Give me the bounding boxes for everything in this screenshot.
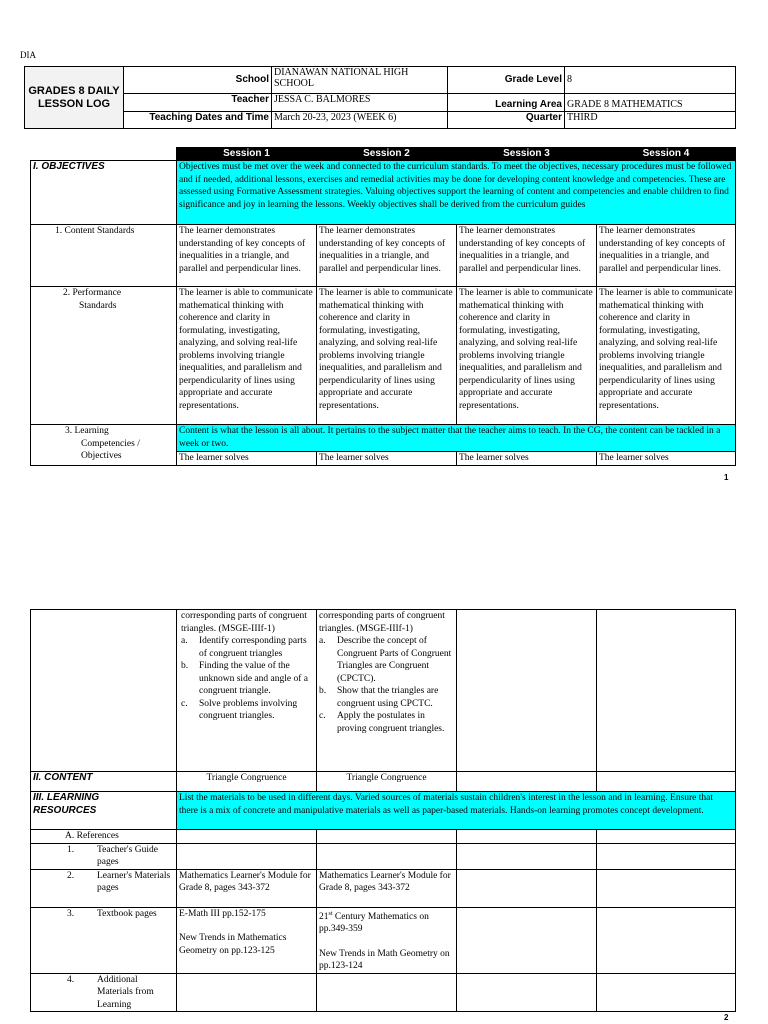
competencies-cont-label <box>31 610 177 772</box>
log-title: GRADES 8 DAILY LESSON LOG <box>25 67 124 129</box>
performance-standards-s4: The learner is able to communicate mathematical thinking with coherence and clarity in formulating, investigating, analyzing, and solving real-life problems involving triangle inequalities, and parallelism and perpendicularity of lines using appropriate and accurate representations. <box>597 287 736 425</box>
dates-label: Teaching Dates and Time <box>124 112 272 129</box>
content-s2: Triangle Congruence <box>317 772 457 792</box>
session-3-header: Session 3 <box>457 148 597 161</box>
lesson-table-page2 <box>30 609 736 1012</box>
ref4-s3 <box>457 973 597 1012</box>
competencies-label <box>31 425 177 466</box>
ref4-label: Additional Materials from Learning <box>97 974 154 1010</box>
resources-title-line2: RESOURCES <box>33 804 97 816</box>
s1-objective-item: c. Solve problems involving congruent triangles. <box>181 698 298 721</box>
resources-title <box>31 792 177 830</box>
competencies-s3: The learner solves <box>457 452 597 466</box>
page-number-2: 2 <box>724 1013 729 1022</box>
competencies-note: Content is what the lesson is all about. It pertains to the subject matter that the teacher aims to teach. In the CG, the content can be tackled in a week or two. <box>177 425 736 452</box>
quarter-label: Quarter <box>448 112 565 129</box>
resources-note: List the materials to be used in different days. Varied sources of materials sustain children's interest in the lesson and in learning. Ensure that there is a mix of concrete and manipulative materials as well as paper-based materials. Hands-on learning promotes concept development. <box>177 792 736 830</box>
session-1-header: Session 1 <box>177 148 317 161</box>
resources-title-line1: III. LEARNING <box>33 792 100 803</box>
s1-objective-item: a. Identify corresponding parts of congruent triangles <box>181 636 307 659</box>
learning-area-value: GRADE 8 MATHEMATICS <box>565 94 736 112</box>
ref4-s1 <box>177 973 317 1012</box>
content-title: II. CONTENT <box>31 772 177 792</box>
teacher-label: Teacher <box>124 94 272 112</box>
teacher-value: JESSA C. BALMORES <box>272 94 448 112</box>
competencies-label-line1: 3. Learning <box>65 426 109 436</box>
ref3-s1-line1: E-Math III pp.152-175 <box>179 908 266 919</box>
grade-level-label: Grade Level <box>448 67 565 94</box>
content-s4 <box>597 772 736 792</box>
header-tag: DIA <box>20 50 36 60</box>
quarter-value: THIRD <box>565 112 736 129</box>
content-standards-s1: The learner demonstrates understanding of key concepts of inequalities in a triangle, and parallel and perpendicular lines. <box>177 225 317 287</box>
ref3-label: Textbook pages <box>97 908 157 919</box>
competencies-cont-s3 <box>457 610 597 772</box>
ref2-label: Learner's Materials pages <box>97 870 171 893</box>
ref4-label-cell <box>31 973 177 1012</box>
competencies-s1: The learner solves <box>177 452 317 466</box>
references-s1 <box>177 830 317 844</box>
school-label: School <box>124 67 272 94</box>
s2-objective-item: c. Apply the postulates in proving congruent triangles. <box>319 711 445 734</box>
ref1-label: Teacher's Guide pages <box>97 844 158 867</box>
competencies-label-line2: Competencies / <box>81 438 140 449</box>
content-standards-s4: The learner demonstrates understanding of key concepts of inequalities in a triangle, and parallel and perpendicular lines. <box>597 225 736 287</box>
lesson-table-page1 <box>30 147 736 466</box>
content-standards-label: 1. Content Standards <box>31 225 177 287</box>
ref3-s2-line2: New Trends in Math Geometry on pp.123-124 <box>319 948 450 972</box>
competencies-label-line3: Objectives <box>81 451 122 461</box>
performance-standards-label <box>31 287 177 425</box>
learning-area-label: Learning Area <box>448 94 565 112</box>
ref2-s1: Mathematics Learner's Module for Grade 8, pages 343-372 <box>177 869 317 907</box>
performance-standards-s1: The learner is able to communicate mathematical thinking with coherence and clarity in formulating, investigating, analyzing, and solving real-life problems involving triangle inequalities, and parallelism and perpendicularity of lines using appropriate and accurate representations. <box>177 287 317 425</box>
ref3-s2 <box>317 907 457 973</box>
ref2-label-cell <box>31 869 177 907</box>
grade-level-value: 8 <box>565 67 736 94</box>
competencies-cont-s4 <box>597 610 736 772</box>
s1-cont-text: corresponding parts of congruent triangles. (MSGE-IIIf-1) <box>181 611 307 634</box>
ref4-number: 4. <box>67 974 75 985</box>
ref1-s4 <box>597 843 736 869</box>
content-s1: Triangle Congruence <box>177 772 317 792</box>
header-table <box>24 66 736 129</box>
s1-objective-list <box>181 635 314 723</box>
s2-objective-item: b. Show that the triangles are congruent using CPCTC. <box>319 686 439 709</box>
ref4-s4 <box>597 973 736 1012</box>
ref1-s1 <box>177 843 317 869</box>
content-standards-s3: The learner demonstrates understanding of key concepts of inequalities in a triangle, and parallel and perpendicular lines. <box>457 225 597 287</box>
ref2-s2: Mathematics Learner's Module for Grade 8, pages 343-372 <box>317 869 457 907</box>
ref3-s3 <box>457 907 597 973</box>
ref2-s4 <box>597 869 736 907</box>
content-s3 <box>457 772 597 792</box>
ref2-number: 2. <box>67 870 75 881</box>
competencies-s2: The learner solves <box>317 452 457 466</box>
s2-objective-list <box>319 635 454 735</box>
performance-standards-s2: The learner is able to communicate mathematical thinking with coherence and clarity in formulating, investigating, analyzing, and solving real-life problems involving triangle inequalities, and parallelism and perpendicularity of lines using appropriate and accurate representations. <box>317 287 457 425</box>
competencies-cont-s1 <box>177 610 317 772</box>
school-value: DIANAWAN NATIONAL HIGH SCHOOL <box>272 67 448 94</box>
s1-objective-item: b. Finding the value of the unknown side and angle of a congruent triangle. <box>181 661 308 696</box>
ref2-s3 <box>457 869 597 907</box>
dates-value: March 20-23, 2023 (WEEK 6) <box>272 112 448 129</box>
ref3-s2-line1: 21st Century Mathematics on pp.349-359 <box>319 910 429 935</box>
ref1-label-cell <box>31 843 177 869</box>
ref4-s2 <box>317 973 457 1012</box>
objectives-note: Objectives must be met over the week and connected to the curriculum standards. To meet the objectives, necessary procedures must be followed and if needed, additional lessons, exercises and remedial activities may be done for developing content knowledge and competencies. These are assessed using Formative Assessment strategies. Valuing objectives support the learning of content and competencies and enable children to find significance and joy in learning the lessons. Weekly objectives shall be derived from the curriculum guides <box>177 161 736 225</box>
references-s3 <box>457 830 597 844</box>
references-label: A. References <box>31 830 177 844</box>
ref1-s3 <box>457 843 597 869</box>
ref3-s1 <box>177 907 317 973</box>
performance-label-line2: Standards <box>79 300 117 311</box>
objectives-title: I. OBJECTIVES <box>31 161 177 225</box>
ref3-number: 3. <box>67 908 75 919</box>
ref1-s2 <box>317 843 457 869</box>
session-4-header: Session 4 <box>597 148 736 161</box>
s2-objective-item: a. Describe the concept of Congruent Parts of Congruent Triangles are Congruent (CPCTC). <box>319 636 452 684</box>
competencies-cont-s2 <box>317 610 457 772</box>
ref3-label-cell <box>31 907 177 973</box>
references-s2 <box>317 830 457 844</box>
session-2-header: Session 2 <box>317 148 457 161</box>
content-standards-s2: The learner demonstrates understanding of key concepts of inequalities in a triangle, and parallel and perpendicular lines. <box>317 225 457 287</box>
ref1-number: 1. <box>67 844 75 855</box>
competencies-s4: The learner solves <box>597 452 736 466</box>
s2-cont-text: corresponding parts of congruent triangles. (MSGE-IIIf-1) <box>319 611 445 634</box>
references-s4 <box>597 830 736 844</box>
performance-label-line1: 2. Performance <box>63 288 122 298</box>
ref3-s1-line2: New Trends in Mathematics Geometry on pp.123-125 <box>179 933 287 956</box>
page-number-1: 1 <box>724 473 729 482</box>
ref3-s4 <box>597 907 736 973</box>
performance-standards-s3: The learner is able to communicate mathematical thinking with coherence and clarity in formulating, investigating, analyzing, and solving real-life problems involving triangle inequalities, and parallelism and perpendicularity of lines using appropriate and accurate representations. <box>457 287 597 425</box>
